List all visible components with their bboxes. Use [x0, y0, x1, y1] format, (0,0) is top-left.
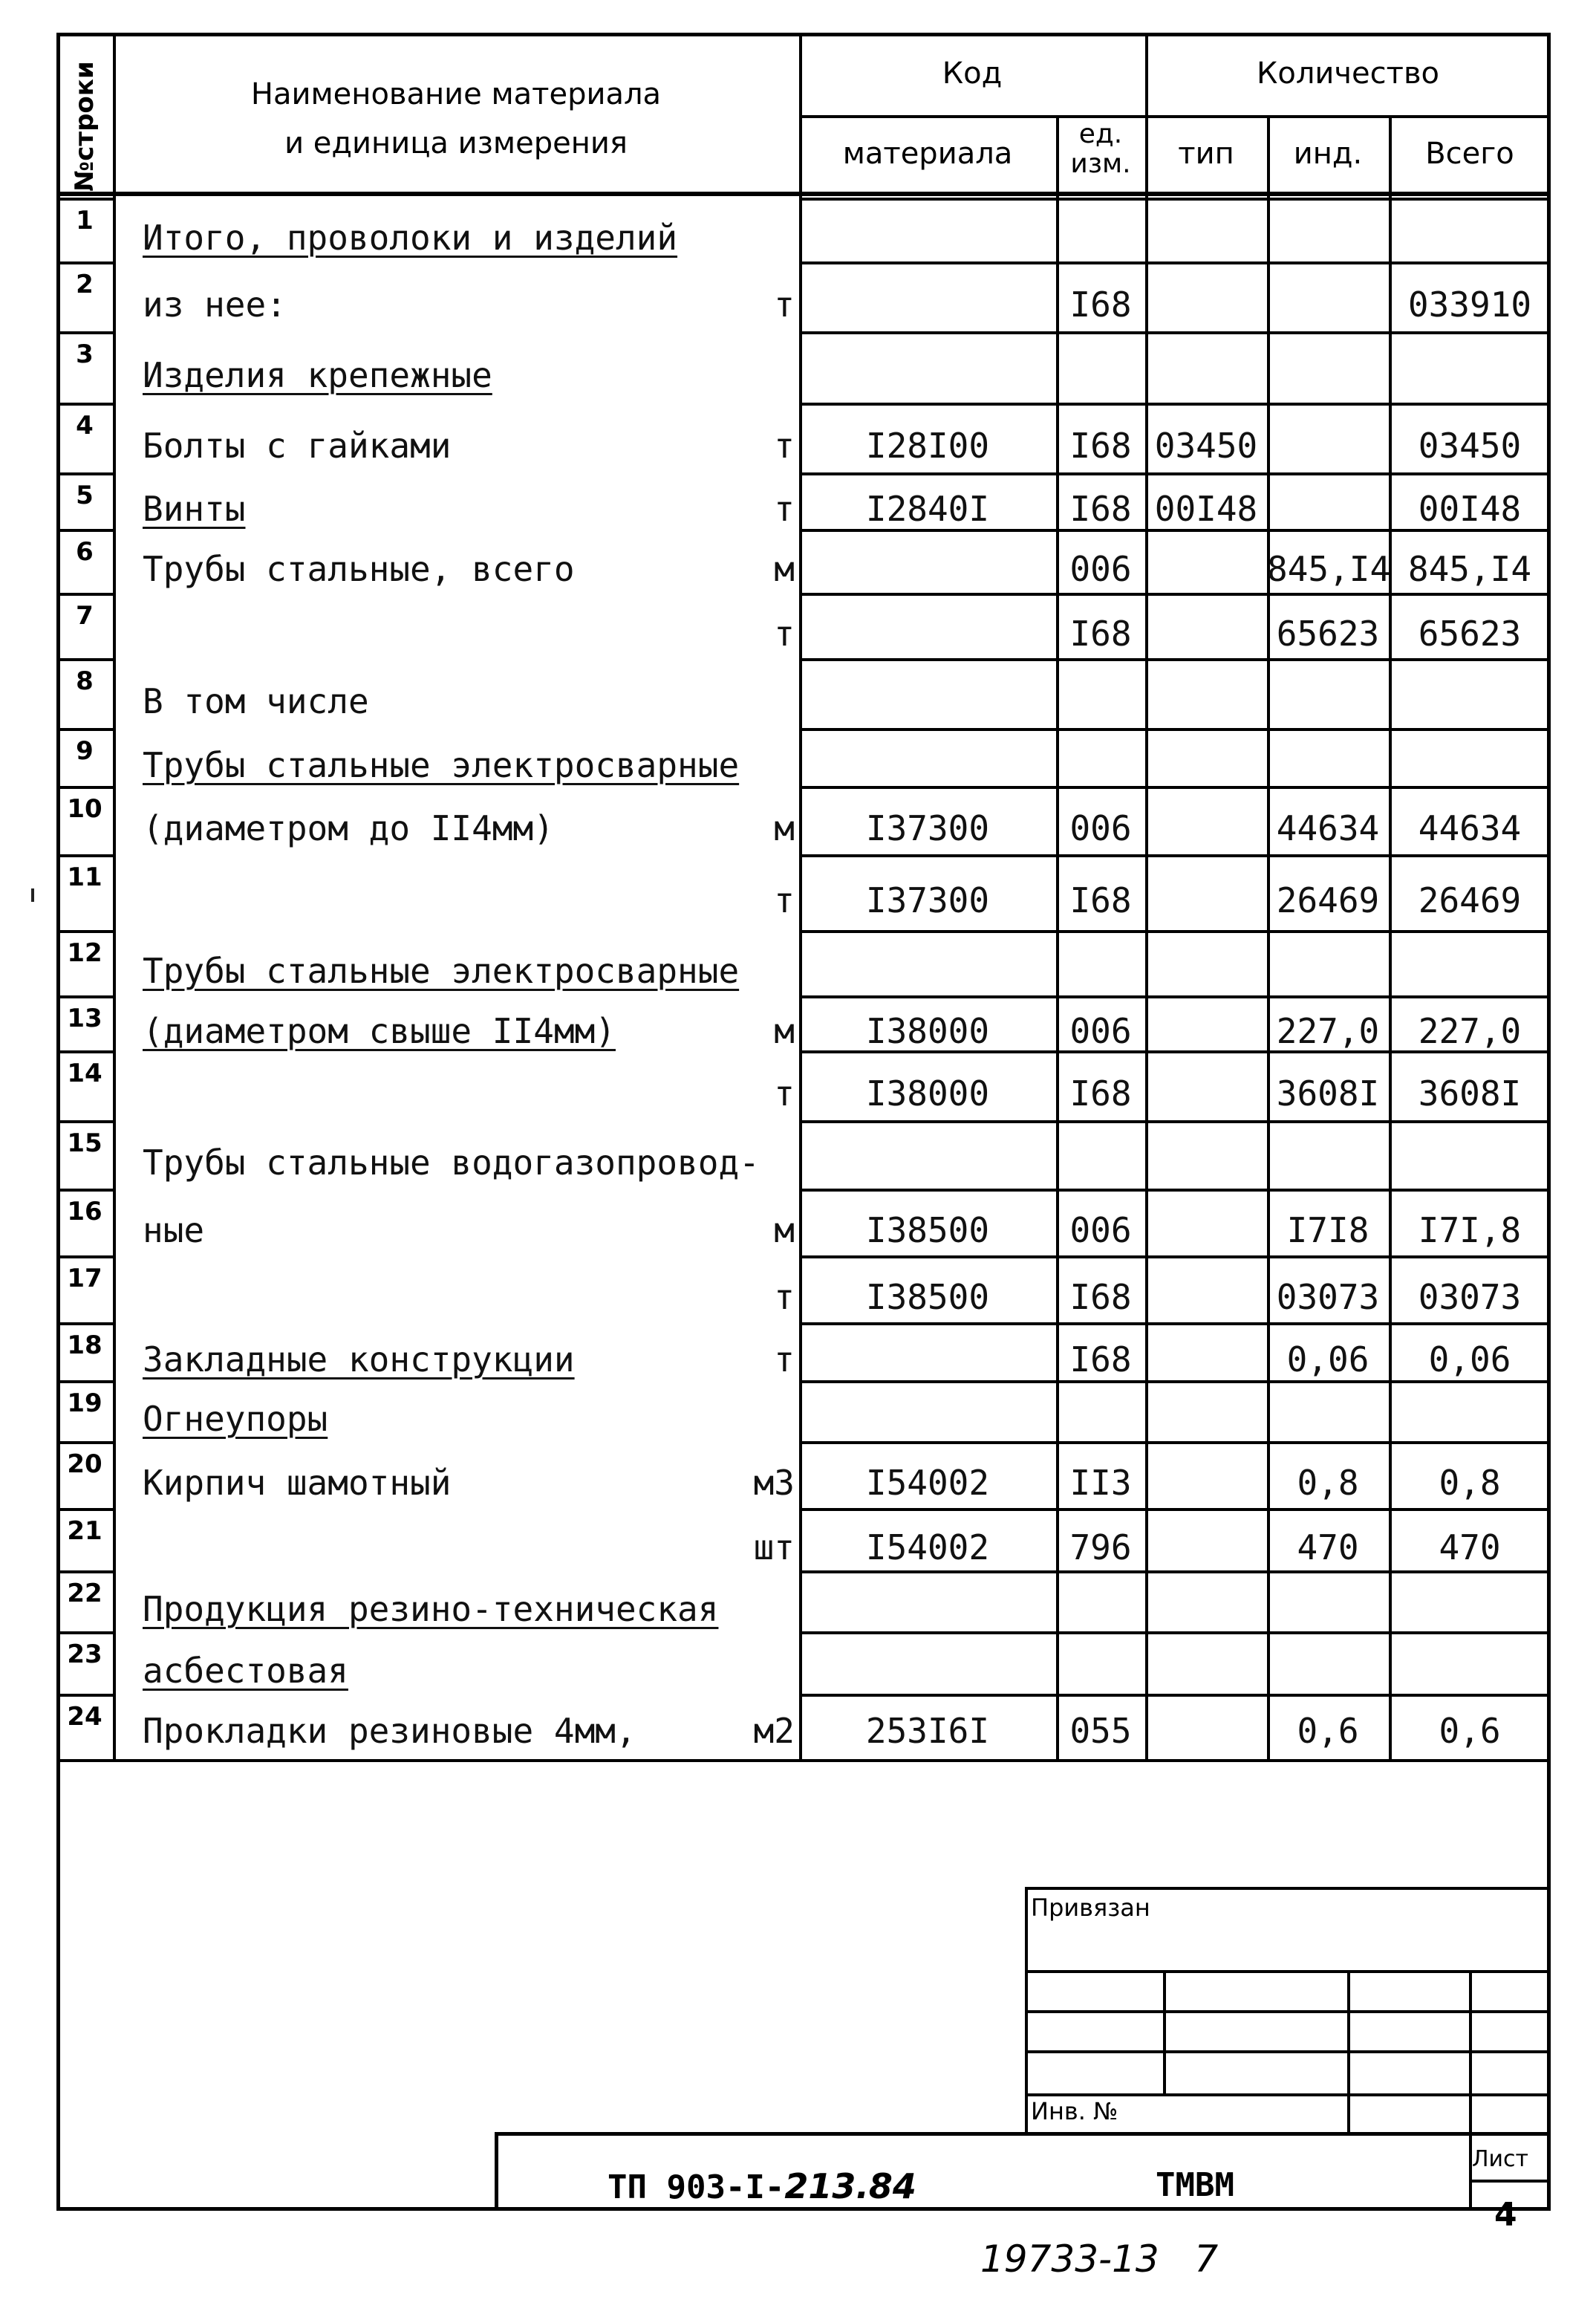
- row-number: 21: [67, 1516, 102, 1546]
- row-divider: [799, 1380, 1551, 1383]
- row-divider: [799, 472, 1551, 475]
- cell-total: 03450: [1418, 426, 1522, 466]
- cell-typ: 00I48: [1154, 489, 1258, 529]
- cell-code: I37300: [865, 808, 990, 848]
- cell-code: 253I6I: [865, 1711, 990, 1751]
- cell-unit: I68: [1069, 880, 1132, 920]
- cell-ind: 44634: [1276, 808, 1380, 848]
- cell-code: I54002: [865, 1463, 990, 1503]
- cell-name: Болты с гайками: [143, 426, 452, 466]
- cell-name: Кирпич шамотный: [143, 1463, 452, 1503]
- stamp-line: [1469, 2180, 1551, 2183]
- row-number: 11: [67, 862, 102, 892]
- cell-name: (диаметром до II4мм): [143, 808, 554, 848]
- row-number: 7: [76, 601, 94, 631]
- cell-unit: I68: [1069, 614, 1132, 654]
- row-divider: [799, 403, 1551, 406]
- cell-total: 0,6: [1439, 1711, 1501, 1751]
- cell-unit: 006: [1069, 808, 1132, 848]
- row-divider: [799, 1508, 1551, 1511]
- cell-u: т: [774, 880, 795, 920]
- cell-ind: 0,06: [1286, 1339, 1369, 1380]
- cell-total: 845,I4: [1407, 549, 1532, 589]
- cell-name: В том числе: [143, 681, 369, 721]
- row-divider: [56, 1050, 113, 1053]
- section-code: ТМВМ: [1156, 2166, 1234, 2204]
- row-divider: [56, 1255, 113, 1258]
- inventory-number-label: Инв. №: [1031, 2097, 1118, 2125]
- cell-typ: 03450: [1154, 426, 1258, 466]
- cell-u: м: [774, 1011, 795, 1051]
- row-divider: [799, 854, 1551, 857]
- col-divider: [1145, 33, 1148, 1761]
- cell-code: I38000: [865, 1011, 990, 1051]
- footer-handwritten-number: 19733-13 7: [980, 2238, 1219, 2281]
- row-number: 2: [76, 270, 94, 299]
- cell-code: I2840I: [865, 489, 990, 529]
- margin-mark: [31, 888, 34, 902]
- cell-name: Итого, проволоки и изделий: [143, 218, 678, 258]
- row-divider: [799, 658, 1551, 661]
- cell-ind: 0,8: [1297, 1463, 1359, 1503]
- cell-u: т: [774, 1073, 795, 1114]
- header-total: Всего: [1425, 137, 1514, 171]
- row-number: 10: [67, 794, 102, 824]
- cell-total: 033910: [1407, 285, 1532, 325]
- row-number: 15: [67, 1128, 102, 1158]
- row-divider: [56, 786, 113, 789]
- cell-name: Продукция резино-техническая: [143, 1589, 719, 1629]
- cell-name: Прокладки резиновые 4мм,: [143, 1711, 636, 1751]
- row-number: 3: [76, 339, 94, 369]
- cell-ind: 470: [1297, 1527, 1359, 1567]
- row-divider: [56, 930, 113, 933]
- row-number: 18: [67, 1330, 102, 1360]
- document-code: [608, 2166, 916, 2206]
- cell-ind: 0,6: [1297, 1711, 1359, 1751]
- row-number: 22: [67, 1579, 102, 1608]
- title-block-line: [1347, 1970, 1350, 2132]
- row-number: 6: [76, 537, 94, 567]
- cell-name: ные: [143, 1210, 205, 1250]
- cell-unit: II3: [1069, 1463, 1132, 1503]
- cell-name: Трубы стальные электросварные: [143, 745, 740, 785]
- row-divider: [799, 1441, 1551, 1444]
- header-name-line1: Наименование материала: [250, 77, 662, 111]
- cell-unit: I68: [1069, 426, 1132, 466]
- cell-total: 65623: [1418, 614, 1522, 654]
- row-divider: [799, 331, 1551, 334]
- header-divider: [799, 115, 1551, 118]
- cell-ind: 227,0: [1276, 1011, 1380, 1051]
- row-number: 24: [67, 1702, 102, 1732]
- document-code-printed: ТП 903-I-: [608, 2168, 785, 2206]
- row-divider: [56, 472, 113, 475]
- cell-ind: I7I8: [1286, 1210, 1369, 1250]
- row-divider: [56, 198, 113, 201]
- row-divider: [799, 1120, 1551, 1123]
- cell-name: Закладные конструкции: [143, 1339, 575, 1380]
- header-quantity: Количество: [1256, 56, 1439, 91]
- cell-total: 44634: [1418, 808, 1522, 848]
- cell-u: т: [774, 614, 795, 654]
- row-divider: [56, 403, 113, 406]
- document-code-handwritten: 213.84: [784, 2166, 916, 2206]
- row-number: 5: [76, 481, 94, 510]
- bound-label: Привязан: [1031, 1894, 1150, 1922]
- cell-name: из нее:: [143, 285, 287, 325]
- cell-name: Огнеупоры: [143, 1399, 328, 1439]
- cell-unit: I68: [1069, 285, 1132, 325]
- sheet-label: Лист: [1472, 2146, 1529, 2172]
- cell-unit: 006: [1069, 1210, 1132, 1250]
- cell-code: I54002: [865, 1527, 990, 1567]
- cell-code: I28I00: [865, 426, 990, 466]
- cell-u: шт: [753, 1527, 795, 1567]
- row-number: 13: [67, 1004, 102, 1033]
- sheet-number: 4: [1494, 2196, 1517, 2234]
- cell-unit: 006: [1069, 1011, 1132, 1051]
- cell-name: Изделия крепежные: [143, 355, 492, 395]
- cell-u: м: [774, 1210, 795, 1250]
- header-material: материала: [842, 137, 1013, 171]
- cell-code: I38500: [865, 1210, 990, 1250]
- row-divider: [56, 658, 113, 661]
- cell-unit: 796: [1069, 1527, 1132, 1567]
- header-row-number: №строки: [70, 61, 100, 192]
- row-number: 4: [76, 411, 94, 441]
- cell-u: т: [774, 285, 795, 325]
- row-number: 17: [67, 1264, 102, 1293]
- row-number: 19: [67, 1388, 102, 1418]
- cell-total: 0,06: [1428, 1339, 1511, 1380]
- cell-name: асбестовая: [143, 1651, 348, 1691]
- header-unit-line2: изм.: [1070, 149, 1131, 179]
- cell-ind: 03073: [1276, 1277, 1380, 1317]
- row-number: 20: [67, 1449, 102, 1479]
- row-divider: [799, 1322, 1551, 1325]
- cell-u: м2: [753, 1711, 795, 1751]
- cell-total: 470: [1439, 1527, 1501, 1567]
- cell-u: м: [774, 808, 795, 848]
- header-unit-line1: ед.: [1078, 119, 1123, 149]
- stamp-line: [495, 2132, 498, 2211]
- cell-unit: 006: [1069, 549, 1132, 589]
- cell-u: т: [774, 489, 795, 529]
- row-number: 1: [76, 206, 94, 235]
- title-block-line: [1163, 1970, 1166, 2093]
- stamp-line: [495, 2132, 1551, 2136]
- header-bottom: [56, 192, 1551, 196]
- cell-code: I37300: [865, 880, 990, 920]
- row-divider: [56, 1380, 113, 1383]
- cell-ind: 65623: [1276, 614, 1380, 654]
- header-typ: тип: [1178, 137, 1234, 171]
- cell-total: 0,8: [1439, 1463, 1501, 1503]
- cell-u: т: [774, 1277, 795, 1317]
- row-divider: [56, 261, 113, 264]
- title-block-line: [1025, 1887, 1551, 1890]
- cell-ind: 845,I4: [1267, 549, 1391, 589]
- cell-total: 3608I: [1418, 1073, 1522, 1114]
- row-divider: [56, 1508, 113, 1511]
- row-divider: [56, 593, 113, 596]
- row-divider: [56, 1631, 113, 1634]
- cell-total: 227,0: [1418, 1011, 1522, 1051]
- row-divider: [56, 1570, 113, 1573]
- cell-u: м3: [753, 1463, 795, 1503]
- row-divider: [799, 930, 1551, 933]
- row-number: 9: [76, 736, 94, 766]
- cell-ind: 26469: [1276, 880, 1380, 920]
- row-divider: [56, 728, 113, 731]
- cell-name: Трубы стальные электросварные: [143, 951, 740, 991]
- row-number: 8: [76, 666, 94, 696]
- cell-code: I38500: [865, 1277, 990, 1317]
- title-block-line: [1469, 1970, 1472, 2132]
- row-divider: [56, 1694, 113, 1697]
- row-divider: [56, 529, 113, 532]
- row-divider: [56, 854, 113, 857]
- row-divider: [799, 1570, 1551, 1573]
- cell-u: т: [774, 426, 795, 466]
- cell-unit: 055: [1069, 1711, 1132, 1751]
- row-divider: [799, 995, 1551, 998]
- row-number: 23: [67, 1640, 102, 1669]
- cell-u: т: [774, 1339, 795, 1380]
- row-divider: [799, 593, 1551, 596]
- row-divider: [799, 198, 1551, 201]
- row-divider: [799, 1255, 1551, 1258]
- cell-name: Трубы стальные водогазопровод-: [143, 1143, 760, 1183]
- header-ind: инд.: [1293, 137, 1363, 171]
- cell-unit: I68: [1069, 1339, 1132, 1380]
- row-divider: [799, 1631, 1551, 1634]
- cell-name: Трубы стальные, всего: [143, 549, 575, 589]
- row-divider: [56, 1441, 113, 1444]
- cell-unit: I68: [1069, 1277, 1132, 1317]
- row-divider: [799, 1189, 1551, 1192]
- row-number: 14: [67, 1059, 102, 1088]
- cell-total: I7I,8: [1418, 1210, 1522, 1250]
- header-name-line2: и единица измерения: [284, 126, 628, 160]
- cell-name: (диаметром свыше II4мм): [143, 1011, 616, 1051]
- col-divider: [1389, 115, 1392, 1761]
- cell-u: м: [774, 549, 795, 589]
- col-divider: [1056, 115, 1059, 1761]
- row-divider: [799, 728, 1551, 731]
- row-number: 12: [67, 938, 102, 968]
- row-divider: [56, 1120, 113, 1123]
- cell-total: 03073: [1418, 1277, 1522, 1317]
- cell-total: 26469: [1418, 880, 1522, 920]
- row-divider: [56, 1189, 113, 1192]
- row-divider: [56, 331, 113, 334]
- cell-name: Винты: [143, 489, 246, 529]
- table-bottom: [56, 1759, 1551, 1762]
- col-divider: [113, 33, 116, 1761]
- cell-total: 00I48: [1418, 489, 1522, 529]
- col-divider: [1267, 115, 1270, 1761]
- cell-code: I38000: [865, 1073, 990, 1114]
- row-divider: [799, 1694, 1551, 1697]
- row-divider: [56, 1322, 113, 1325]
- cell-ind: 3608I: [1276, 1073, 1380, 1114]
- header-code: Код: [942, 56, 1003, 91]
- row-divider: [799, 529, 1551, 532]
- cell-unit: I68: [1069, 489, 1132, 529]
- row-number: 16: [67, 1197, 102, 1226]
- row-divider: [799, 1050, 1551, 1053]
- row-divider: [56, 995, 113, 998]
- cell-unit: I68: [1069, 1073, 1132, 1114]
- row-divider: [799, 261, 1551, 264]
- row-divider: [799, 786, 1551, 789]
